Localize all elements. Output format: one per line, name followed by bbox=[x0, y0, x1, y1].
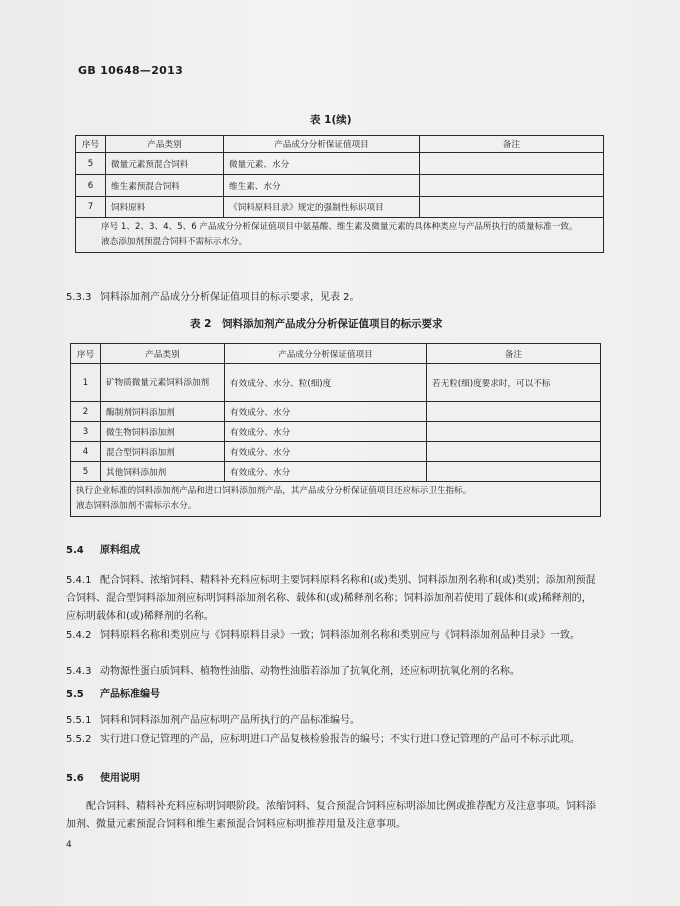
table1-note-1: 序号 1、2、3、4、5、6 产品成分分析保证值项目中氨基酸、维生素及微量元素的具体种类应与产品所执行的质量标准一致。 bbox=[101, 222, 578, 232]
section-title: 原料组成 bbox=[100, 545, 140, 556]
clause-text: 饲料和饲料添加剂产品应标明产品所执行的产品标准编号。 bbox=[100, 715, 360, 726]
row-items: 有效成分、水分 bbox=[225, 422, 427, 442]
section-5-4-heading bbox=[66, 542, 596, 560]
table1-notes bbox=[76, 218, 604, 253]
row-remark bbox=[427, 422, 601, 442]
table1-header-items: 产品成分分析保证值项目 bbox=[224, 136, 420, 153]
clause-number: 5.5.2 bbox=[66, 734, 92, 745]
row-items: 《饲料原料目录》规定的强制性标识项目 bbox=[224, 197, 420, 218]
row-remark bbox=[420, 175, 604, 197]
clause-number: 5.4.2 bbox=[66, 630, 92, 641]
table2-header-remark: 备注 bbox=[427, 344, 601, 364]
page-number: 4 bbox=[66, 840, 72, 850]
table-row bbox=[71, 364, 601, 402]
row-items: 有效成分、水分 bbox=[225, 462, 427, 482]
row-items: 维生素、水分 bbox=[224, 175, 420, 197]
row-remark bbox=[420, 197, 604, 218]
clause-number: 5.5.1 bbox=[66, 715, 92, 726]
row-remark bbox=[427, 442, 601, 462]
row-no: 2 bbox=[71, 402, 101, 422]
row-no: 5 bbox=[71, 462, 101, 482]
clause-text: 饲料添加剂产品成分分析保证值项目的标示要求，见表 2。 bbox=[100, 292, 360, 303]
table2-header-no: 序号 bbox=[71, 344, 101, 364]
clause-text: 配合饲料、浓缩饲料、精料补充料应标明主要饲料原料名称和(或)类别、饲料添加剂名称和(或)类别；添加剂预混合饲料、混合型饲料添加剂应标明饲料添加剂名称、载体和(或)稀释剂名称；饲料添加剂若使用了载体和(或)稀释剂的，应标明载体和(或)稀释剂的名称。 bbox=[66, 575, 596, 622]
section-number: 5.5 bbox=[66, 689, 84, 700]
clause-5-5-2 bbox=[66, 731, 596, 749]
section-number: 5.6 bbox=[66, 773, 84, 784]
section-5-6-heading bbox=[66, 770, 596, 788]
row-category: 维生素预混合饲料 bbox=[106, 175, 224, 197]
clause-text: 饲料原料名称和类别应与《饲料原料目录》一致；饲料添加剂名称和类别应与《饲料添加剂品种目录》一致。 bbox=[100, 630, 580, 641]
table-row bbox=[71, 442, 601, 462]
row-category: 混合型饲料添加剂 bbox=[101, 442, 225, 462]
table2-header-row bbox=[71, 344, 601, 364]
row-category: 酶制剂饲料添加剂 bbox=[101, 402, 225, 422]
table1-notes-row bbox=[76, 218, 604, 253]
clause-5-4-1 bbox=[66, 572, 596, 626]
clause-number: 5.4.1 bbox=[66, 575, 92, 586]
table1-header-remark: 备注 bbox=[420, 136, 604, 153]
row-category: 饲料原料 bbox=[106, 197, 224, 218]
row-category: 矿物质微量元素饲料添加剂 bbox=[101, 364, 225, 402]
clause-5-3-3 bbox=[66, 289, 596, 307]
section-5-5-heading bbox=[66, 686, 596, 704]
table1-header-no: 序号 bbox=[76, 136, 106, 153]
clause-number: 5.4.3 bbox=[66, 666, 92, 677]
table2-notes bbox=[71, 482, 601, 517]
table-row bbox=[76, 153, 604, 175]
row-no: 6 bbox=[76, 175, 106, 197]
table2-note-2: 液态饲料添加剂不需标示水分。 bbox=[76, 501, 197, 511]
clause-5-5-1 bbox=[66, 712, 596, 730]
row-items: 有效成分、水分 bbox=[225, 442, 427, 462]
table1-note-2: 液态添加剂预混合饲料不需标示水分。 bbox=[101, 237, 248, 247]
clause-5-4-2 bbox=[66, 627, 596, 645]
table-row bbox=[71, 402, 601, 422]
table1-caption: 表 1(续) bbox=[310, 114, 352, 126]
table2-note-1: 执行企业标准的饲料添加剂产品和进口饲料添加剂产品，其产品成分分析保证值项目还应标示卫生指标。 bbox=[76, 486, 472, 496]
row-remark: 若无粒(细)度要求时，可以不标 bbox=[427, 364, 601, 402]
row-remark bbox=[420, 153, 604, 175]
section-title: 使用说明 bbox=[100, 773, 140, 784]
row-remark bbox=[427, 402, 601, 422]
row-items: 微量元素、水分 bbox=[224, 153, 420, 175]
table-row bbox=[71, 422, 601, 442]
clause-text: 动物源性蛋白质饲料、植物性油脂、动物性油脂若添加了抗氧化剂，还应标明抗氧化剂的名称。 bbox=[100, 666, 520, 677]
row-items: 有效成分、水分 bbox=[225, 402, 427, 422]
row-no: 7 bbox=[76, 197, 106, 218]
table2-header-items: 产品成分分析保证值项目 bbox=[225, 344, 427, 364]
row-remark bbox=[427, 462, 601, 482]
clause-5-4-3 bbox=[66, 663, 596, 681]
row-category: 微量元素预混合饲料 bbox=[106, 153, 224, 175]
row-no: 5 bbox=[76, 153, 106, 175]
clause-number: 5.3.3 bbox=[66, 292, 92, 303]
clause-text: 实行进口登记管理的产品，应标明进口产品复核检验报告的编号；不实行进口登记管理的产品可不标示此项。 bbox=[100, 734, 580, 745]
table2-header-category: 产品类别 bbox=[101, 344, 225, 364]
row-no: 4 bbox=[71, 442, 101, 462]
table-row bbox=[71, 462, 601, 482]
row-category: 其他饲料添加剂 bbox=[101, 462, 225, 482]
section-number: 5.4 bbox=[66, 545, 84, 556]
row-no: 1 bbox=[71, 364, 101, 402]
table1-header-category: 产品类别 bbox=[106, 136, 224, 153]
table2 bbox=[70, 343, 601, 517]
table-row bbox=[76, 197, 604, 218]
standard-header: GB 10648—2013 bbox=[78, 64, 184, 77]
row-items: 有效成分、水分、粒(细)度 bbox=[225, 364, 427, 402]
section-title: 产品标准编号 bbox=[100, 689, 160, 700]
row-no: 3 bbox=[71, 422, 101, 442]
clause-5-6-text: 配合饲料、精料补充料应标明饲喂阶段。浓缩饲料、复合预混合饲料应标明添加比例或推荐配方及注意事项。饲料添加剂、微量元素预混合饲料和维生素预混合饲料应标明推荐用量及注意事项。 bbox=[66, 801, 596, 830]
table2-notes-row bbox=[71, 482, 601, 517]
table1 bbox=[75, 135, 604, 253]
row-category: 微生物饲料添加剂 bbox=[101, 422, 225, 442]
table2-caption: 表 2 饲料添加剂产品成分分析保证值项目的标示要求 bbox=[190, 318, 443, 330]
table1-header-row bbox=[76, 136, 604, 153]
table-row bbox=[76, 175, 604, 197]
